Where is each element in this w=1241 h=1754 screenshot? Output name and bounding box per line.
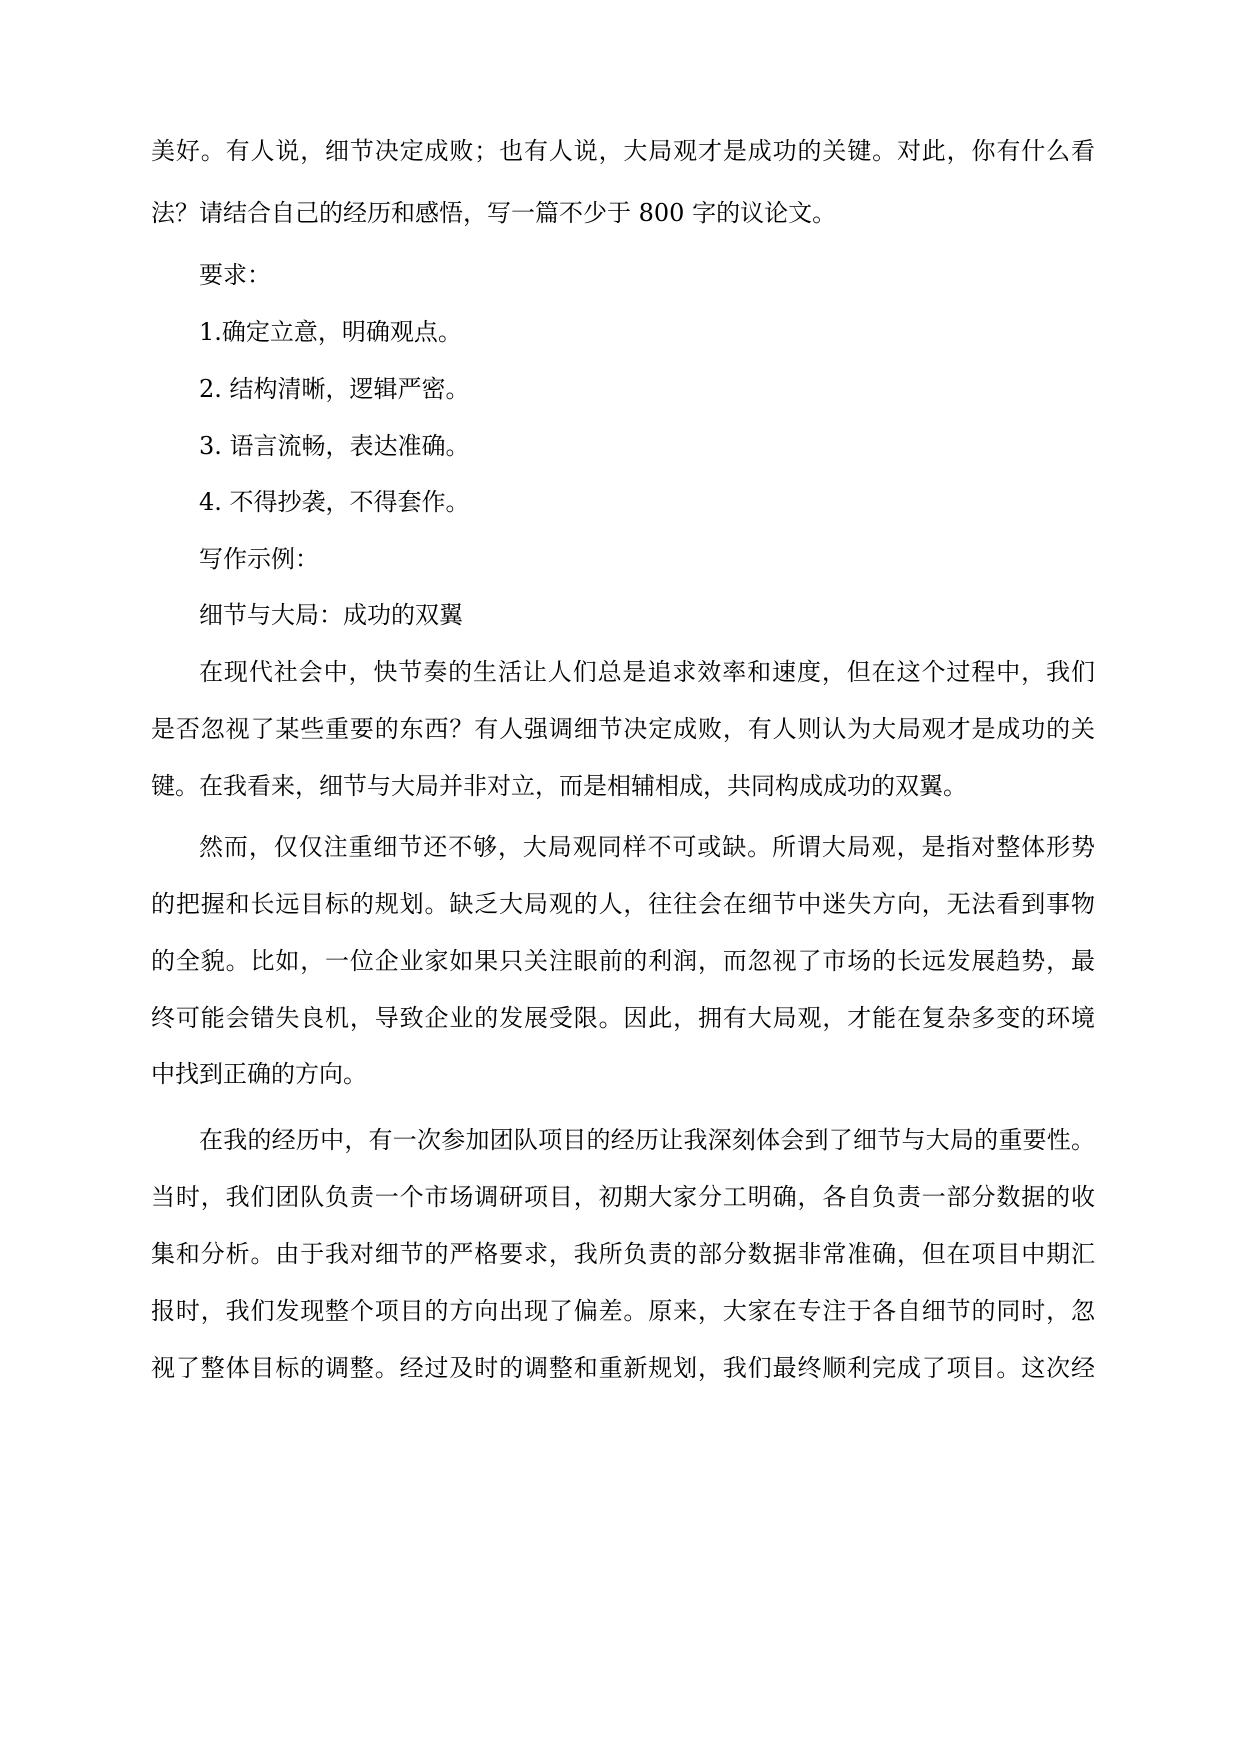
paragraph1-line-1: 在现代社会中，快节奏的生活让人们总是追求效率和速度，但在这个过程中，我们	[199, 658, 1095, 686]
paragraph3-line-3: 集和分析。由于我对细节的严格要求，我所负责的部分数据非常准确，但在项目中期汇	[151, 1240, 1095, 1268]
intro-line-2: 法？请结合自己的经历和感悟，写一篇不少于 800 字的议论文。	[151, 199, 837, 227]
intro-line-1: 美好。有人说，细节决定成败；也有人说，大局观才是成功的关键。对此，你有什么看	[151, 137, 1095, 165]
paragraph3-line-4: 报时，我们发现整个项目的方向出现了偏差。原来，大家在专注于各自细节的同时，忽	[151, 1297, 1095, 1325]
essay-title: 细节与大局：成功的双翼	[199, 601, 463, 629]
requirements-heading: 要求：	[199, 261, 271, 289]
paragraph1-line-3: 键。在我看来，细节与大局并非对立，而是相辅相成，共同构成成功的双翼。	[151, 772, 967, 800]
paragraph1-line-2: 是否忽视了某些重要的东西？有人强调细节决定成败，有人则认为大局观才是成功的关	[151, 715, 1095, 743]
paragraph2-line-3: 的全貌。比如，一位企业家如果只关注眼前的利润，而忽视了市场的长远发展趋势，最	[151, 947, 1095, 975]
paragraph3-line-5: 视了整体目标的调整。经过及时的调整和重新规划，我们最终顺利完成了项目。这次经	[151, 1354, 1095, 1382]
requirement-item-3: 3. 语言流畅，表达准确。	[199, 432, 470, 460]
requirement-item-1: 1.确定立意，明确观点。	[199, 318, 462, 346]
paragraph2-line-2: 的把握和长远目标的规划。缺乏大局观的人，往往会在细节中迷失方向，无法看到事物	[151, 890, 1095, 918]
paragraph3-line-1: 在我的经历中，有一次参加团队项目的经历让我深刻体会到了细节与大局的重要性。	[199, 1126, 1095, 1154]
requirement-item-4: 4. 不得抄袭，不得套作。	[199, 488, 470, 516]
paragraph2-line-4: 终可能会错失良机，导致企业的发展受限。因此，拥有大局观，才能在复杂多变的环境	[151, 1004, 1095, 1032]
requirement-item-2: 2. 结构清晰，逻辑严密。	[199, 375, 470, 403]
example-heading: 写作示例：	[199, 545, 319, 573]
paragraph3-line-2: 当时，我们团队负责一个市场调研项目，初期大家分工明确，各自负责一部分数据的收	[151, 1183, 1095, 1211]
paragraph2-line-5: 中找到正确的方向。	[151, 1060, 367, 1088]
paragraph2-line-1: 然而，仅仅注重细节还不够，大局观同样不可或缺。所谓大局观，是指对整体形势	[199, 833, 1095, 861]
